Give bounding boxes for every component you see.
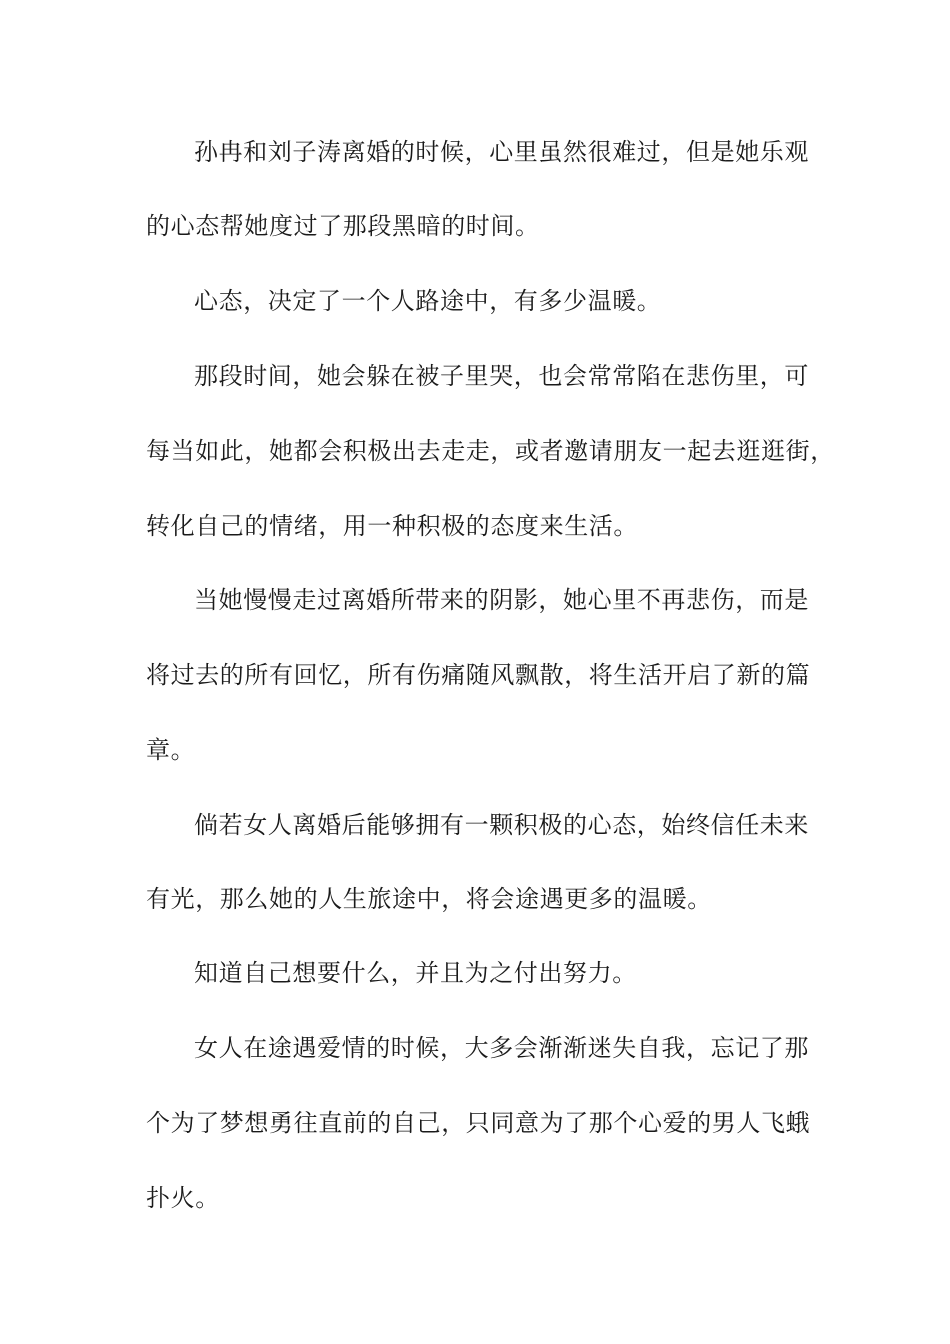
paragraph-7-line-2: 个为了梦想勇往直前的自己，只同意为了那个心爱的男人飞蛾 bbox=[146, 1109, 811, 1137]
paragraph-3-line-2: 每当如此，她都会积极出去走走，或者邀请朋友一起去逛逛街， bbox=[146, 437, 835, 465]
paragraph-3-line-3: 转化自己的情绪，用一种积极的态度来生活。 bbox=[146, 512, 638, 540]
paragraph-1-line-2: 的心态帮她度过了那段黑暗的时间。 bbox=[146, 212, 540, 240]
paragraph-2-line-1: 心态，决定了一个人路途中，有多少温暖。 bbox=[194, 287, 662, 315]
paragraph-1-line-1: 孙冉和刘子涛离婚的时候，心里虽然很难过，但是她乐观 bbox=[194, 138, 809, 166]
paragraph-7-line-3: 扑火。 bbox=[146, 1184, 220, 1212]
paragraph-3-line-1: 那段时间，她会躲在被子里哭，也会常常陷在悲伤里，可 bbox=[194, 362, 809, 390]
paragraph-6-line-1: 知道自己想要什么，并且为之付出努力。 bbox=[194, 959, 637, 987]
paragraph-4-line-3: 章。 bbox=[146, 736, 196, 764]
paragraph-5-line-1: 倘若女人离婚后能够拥有一颗积极的心态，始终信任未来 bbox=[194, 811, 809, 839]
paragraph-5-line-2: 有光，那么她的人生旅途中，将会途遇更多的温暖。 bbox=[146, 885, 712, 913]
paragraph-4-line-2: 将过去的所有回忆，所有伤痛随风飘散，将生活开启了新的篇 bbox=[146, 661, 811, 689]
paragraph-7-line-1: 女人在途遇爱情的时候，大多会渐渐迷失自我，忘记了那 bbox=[194, 1034, 809, 1062]
paragraph-4-line-1: 当她慢慢走过离婚所带来的阴影，她心里不再悲伤，而是 bbox=[194, 586, 809, 614]
